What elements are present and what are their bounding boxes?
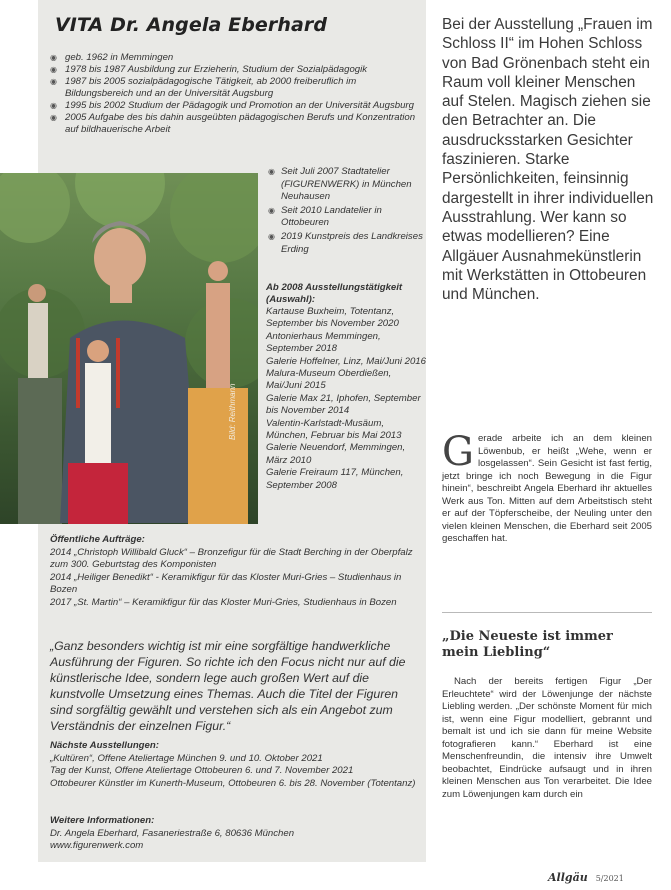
info-website-link[interactable]: www.figurenwerk.com [50,840,144,851]
exhibitions-list [266,306,426,492]
next-exhibition-item: „Kultüren“, Offene Ateliertage München 9. und 10. Oktober 2021 [50,752,323,764]
info-address: Dr. Angela Eberhard, Fasaneriestraße 6, 80636 München [50,827,295,839]
vita-side-item: ◉ Seit 2010 Landatelier in Ottobeuren [266,205,426,230]
exhibition-item: Galerie Hoffelner, Linz, Mai/Juni 2016 [266,355,426,367]
exhibition-item: Valentin-Karlstadt-Musäum, München, Februar bis Mai 2013 [266,417,402,442]
exhibition-item: Kartause Buxheim, Totentanz, September bis November 2020 [266,306,399,330]
vita-item: ◉ 1987 bis 2005 sozialpädagogische Tätigkeit, ab 2000 freiberuflich im Bildungsbereich und an der Universität Augsburg [50,76,422,100]
article-paragraph-2: Nach der bereits fertigen Figur „Der Erleuchtete“ wird der Löwenjunge der nächste Liebling werden. „Der schönste Moment für mich ist, wenn eine Figur modelliert, gebrannt und bemalt ist und ich sie dann für meine Website fotografieren kann.“ Eberhard ist eine Menschenfreundin, die intensiv ihre Umwelt beobachtet, Eindrücke aufsaugt und in ihren kleinen Menschen aus Ton verarbeitet. Die Idee zum Löwenjungen kam durch ein [442,676,652,800]
magazine-logo: Allgäu [548,871,588,884]
photo-credit: Bild: Reithmann [228,383,237,440]
artist-photo [0,173,258,524]
vita-item: ◉ 1995 bis 2002 Studium der Pädagogik und Promotion an der Universität Augsburg [50,100,422,112]
public-commission-item: 2014 „Heiliger Benedikt“ - Keramikfigur für das Kloster Muri-Gries – Studienhaus in Bozen [50,571,402,595]
exhibition-item: Galerie Freiraum 117, München, September 2008 [266,467,404,491]
vita-side-item: ◉ 2019 Kunstpreis des Landkreises Erding [266,231,426,256]
vita-list [50,52,422,136]
public-commission-item: 2014 „Christoph Willibald Gluck“ – Bronzefigur für die Stadt Berching in der Oberpfalz zum 300. Geburtstag des Komponisten [50,546,413,570]
vita-title: VITA Dr. Angela Eberhard [55,14,328,36]
vita-side-list [266,166,426,257]
next-exhibition-item: Tag der Kunst, Offene Ateliertage Ottobeuren 6. und 7. November 2021 [50,765,354,776]
page-footer [548,871,624,884]
exhibitions-heading: Ab 2008 Ausstellungstätigkeit (Auswahl): [266,282,403,305]
drop-cap: G [442,429,474,475]
vita-side-item: ◉ Seit Juli 2007 Stadtatelier (FIGURENWERK) in München Neuhausen [266,166,426,204]
vita-item: ◉ 2005 Aufgabe des bis dahin ausgeübten pädagogischen Berufs und Konzentration auf bildhauerische Arbeit [50,112,422,136]
public-commissions [50,534,420,609]
section-divider [442,612,652,613]
exhibition-item: Malura-Museum Oberdießen, Mai/Juni 2015 [266,368,392,392]
public-commission-item: 2017 „St. Martin“ – Keramikfigur für das Kloster Muri-Gries, Studienhaus in Bozen [50,596,397,608]
further-information [50,815,420,853]
exhibition-item: Galerie Neuendorf, Memmingen, März 2010 [266,442,406,466]
article-intro: Bei der Ausstellung „Frauen im Schloss II“ im Hohen Schloss von Bad Grönenbach steht ein Raum voll kleiner Menschen auf Stelen. Magisch ziehen sie den Betrachter an. Die ausdrucksstarken Gesichter faszinieren. Starke Persönlichkeiten, feinsinnig dargestellt in ihrer individuellen Ausstrahlung. Wer kann so etwas modellieren? Eine Allgäuer Ausnahmekünstlerin mit Werkstätten in Ottobeuren und München. [442,16,654,304]
vita-item: ◉ geb. 1962 in Memmingen [50,52,422,64]
vita-item: ◉ 1978 bis 1987 Ausbildung zur Erzieherin, Studium der Sozialpädagogik [50,64,422,76]
issue-number: 5/2021 [595,874,624,883]
next-exhibitions-heading: Nächste Ausstellungen: [50,740,159,751]
article-subheading: „Die Neueste ist immer mein Liebling“ [442,629,613,660]
next-exhibitions [50,740,420,790]
public-commissions-heading: Öffentliche Aufträge: [50,534,145,545]
artist-quote: „Ganz besonders wichtig ist mir eine sorgfältige handwerkliche Ausführung der Figuren. So richte ich den Focus nicht nur auf die künstlerische Idee, sondern lege auch großen Wert auf die kunstvolle Umsetzung eines Themas. Auch die Titel der Figuren sind sorgfältig gewählt und verstehen sich als ein Angebot zum Verständnis der einzelnen Figur.“ [50,639,406,733]
article-paragraph-1 [442,429,652,546]
info-heading: Weitere Informationen: [50,815,155,826]
paragraph-1-text: erade arbeite ich an dem kleinen Löwenbub, er heißt „Wehe, wenn er losgelassen“. Sein Gesicht ist fast fertig, jetzt bringe ich noch Bewegung in die Figur hinein“, beschreibt Angela Eberhard ihr aktuelles Werk aus Ton. Mitten auf dem Arbeitstisch steht er auf der Töpferscheibe, der Neuling unter den vielen kleinen Menschen, die Eberhard seit 2005 geschaffen hat. [442,433,652,544]
next-exhibition-item: Ottobeurer Künstler im Kunerth-Museum, Ottobeuren 6. bis 28. November (Totentanz) [50,777,416,789]
exhibition-item: Galerie Max 21, Iphofen, September bis November 2014 [266,392,421,417]
exhibition-item: Antonierhaus Memmingen, September 2018 [266,330,381,355]
